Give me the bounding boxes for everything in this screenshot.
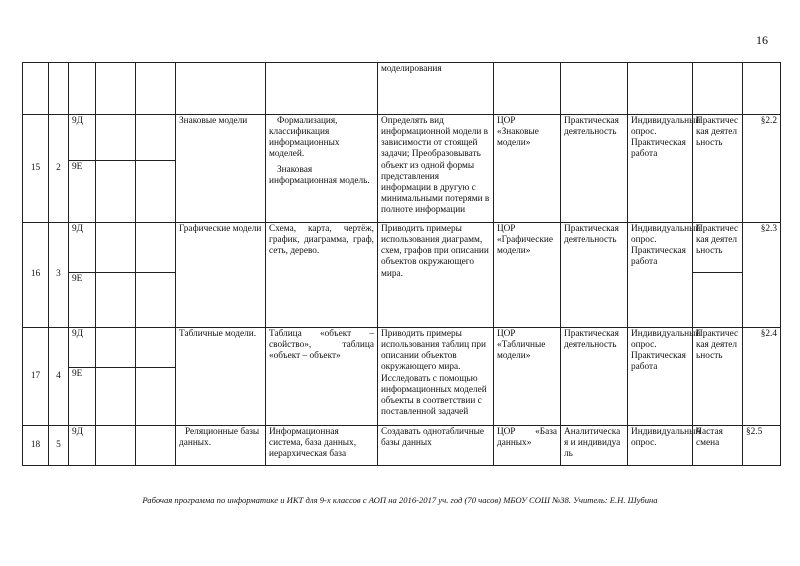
work-cell: Аналитическая и индивидуаль [561,426,628,466]
class-label: 9Д [69,223,96,273]
lesson-plan-table [22,62,781,466]
lesson-number: 16 [23,223,49,328]
control-cell: Индивидуальный опрос. Практическая работа [628,115,693,223]
table-row [23,328,781,368]
control-cell: Индивидуальный опрос. Практическая работа [628,328,693,426]
content-line: Формализация, классификация информационных моделей. [269,116,340,160]
practice-cell: Практическая деятельность [693,115,743,223]
content-cell: Схема, карта, чертёж, график, диаграмма, граф, сеть, дерево. [266,223,378,328]
paragraph-cell: §2.5 [743,426,781,466]
resources-cell: ЦОР «Графические модели» [494,223,561,328]
work-cell: Практическая деятельность [561,328,628,426]
topic-cell: Знаковые модели [176,115,266,223]
topic-cell: Табличные модели. [176,328,266,426]
work-cell: Практическая деятельность [561,115,628,223]
lesson-subnumber: 2 [49,115,69,223]
table-row [23,63,781,115]
resources-cell: ЦОР «Знаковые модели» [494,115,561,223]
activity-cell: Определять вид информационной модели в зависимости от стоящей задачи; Преобразовывать объект из одной формы представления информации в другую с минимальными потерями в полноте информации [378,115,494,223]
content-cell: Таблица «объект – свойство», таблица «объект – объект» [266,328,378,426]
activity-cell: Создавать однотабличные базы данных [378,426,494,466]
lesson-subnumber: 4 [49,328,69,426]
page-number: 16 [756,33,768,47]
activity-cell: моделирования [378,63,494,115]
class-label: 9Е [69,161,96,223]
class-label: 9Д [69,328,96,368]
lesson-number: 18 [23,426,49,466]
practice-cell: Частая смена [693,426,743,466]
resources-cell: ЦОР «Табличные модели» [494,328,561,426]
paragraph-cell: §2.3 [743,223,781,328]
table-row [23,115,781,161]
class-label: 9Е [69,368,96,426]
class-label: 9Е [69,273,96,328]
class-label: 9Д [69,115,96,161]
lesson-subnumber: 5 [49,426,69,466]
content-cell: Информационная система, база данных, иерархическая база [266,426,378,466]
table-row [23,223,781,273]
class-label: 9Д [69,426,96,466]
topic-cell: Реляционные базы данных. [176,426,266,466]
lesson-number: 17 [23,328,49,426]
work-cell: Практическая деятельность [561,223,628,328]
lesson-subnumber: 3 [49,223,69,328]
page-footer: Рабочая программа по информатике и ИКТ для 9-х классов с АОП на 2016-2017 уч. год (70 часов) МБОУ СОШ №38. Учитель: Е.Н. Шубина [142,495,658,505]
activity-cell: Приводить примеры использования таблиц при описании объектов окружающего мира. Исследовать с помощью информационных моделей объекты в соответствии с поставленной задачей [378,328,494,426]
content-line: Знаковая информационная модель. [269,164,370,186]
lesson-number: 15 [23,115,49,223]
control-cell: Индивидуальный опрос. Практическая работа [628,223,693,328]
paragraph-cell: §2.4 [743,328,781,426]
table-row [23,426,781,466]
control-cell: Индивидуальный опрос. [628,426,693,466]
activity-cell: Приводить примеры использования диаграмм, схем, графов при описании объектов окружающего мира. [378,223,494,328]
resources-cell: ЦОР «База данных» [494,426,561,466]
practice-cell: Практическая деятельность [693,223,743,273]
paragraph-cell: §2.2 [743,115,781,223]
content-cell [266,115,378,223]
practice-cell: Практическая деятельность [693,328,743,426]
topic-cell: Графические модели [176,223,266,328]
